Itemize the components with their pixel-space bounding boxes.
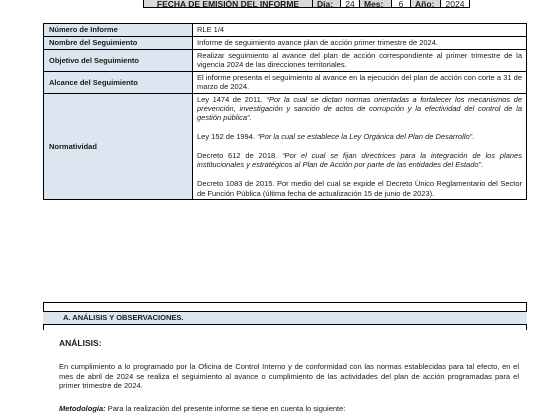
regulation-item: Ley 152 de 1994. “Por la cual se establece la Ley Orgánica del Plan de Desarrollo”.: [197, 132, 475, 142]
report-number-value: RLE 1/4: [193, 24, 527, 37]
regulation-item: Decreto 612 de 2018. “Por el cual se fijan directrices para la integración de los planes institucionales y estratégicos al Plan de Acción por parte de las entidades del Estado”.: [197, 151, 522, 170]
table-row: [44, 24, 527, 37]
tracking-scope-label: Alcance del Seguimiento: [44, 71, 193, 93]
table-row: [44, 37, 527, 50]
month-label: Mes:: [359, 0, 391, 7]
table-row: [44, 93, 527, 199]
analysis-paragraph: En cumplimiento a lo programado por la Oficina de Control Interno y de conformidad con las normas establecidas para tal efecto, en el mes de abril de 2024 se realiza el seguimiento al avance o cumplimiento de las actividades del plan de acción programadas para el primer trimestre de 2024.: [59, 362, 519, 391]
methodology-text: Para la realización del presente informe se tiene en cuenta lo siguiente:: [105, 404, 346, 413]
table-row: [44, 71, 527, 93]
methodology-label: Metodología:: [59, 404, 106, 413]
month-value: 6: [391, 0, 410, 7]
report-info-table: [43, 23, 527, 200]
analysis-heading: ANÁLISIS:: [59, 338, 102, 348]
methodology-line: [59, 404, 519, 414]
report-number-label: Número de Informe: [44, 24, 193, 37]
year-label: Año:: [410, 0, 440, 7]
table-row: [44, 50, 527, 72]
tracking-objective-value: Realizar seguimiento al avance del plan de acción correspondiente al primer trimestre de la vigencia 2024 de las direcciones territoriales.: [193, 50, 527, 72]
tracking-name-label: Nombre del Seguimiento: [44, 37, 193, 50]
emission-date-header: [143, 0, 470, 8]
regulations-list: [193, 93, 527, 199]
day-label: Día:: [312, 0, 340, 7]
emission-date-title: FECHA DE EMISIÓN DEL INFORME: [144, 0, 312, 7]
tracking-scope-value: El informe presenta el seguimiento al avance en la ejecución del plan de acción con corte a 31 de marzo de 2024.: [193, 71, 527, 93]
tracking-objective-label: Objetivo del Seguimiento: [44, 50, 193, 72]
regulation-item: Ley 1474 de 2011. “Por la cual se dictan normas orientadas a fortalecer los mecanismos de prevención, investigación y sanción de actos de corrupción y la efectividad del control de la gestión pública”.: [197, 94, 522, 123]
regulations-label: Normatividad: [44, 93, 193, 199]
day-value: 24: [340, 0, 359, 7]
tracking-name-value: Informe de seguimiento avance plan de acción primer trimestre de 2024.: [193, 37, 527, 50]
regulation-item: Decreto 1083 de 2015. Por medio del cual se expide el Decreto Único Reglamentario del Sector de Función Pública (última fecha de actualización 15 de junio de 2023).: [197, 179, 522, 198]
section-a-title: A. ANÁLISIS Y OBSERVACIONES.: [43, 311, 527, 325]
year-value: 2024: [440, 0, 469, 7]
